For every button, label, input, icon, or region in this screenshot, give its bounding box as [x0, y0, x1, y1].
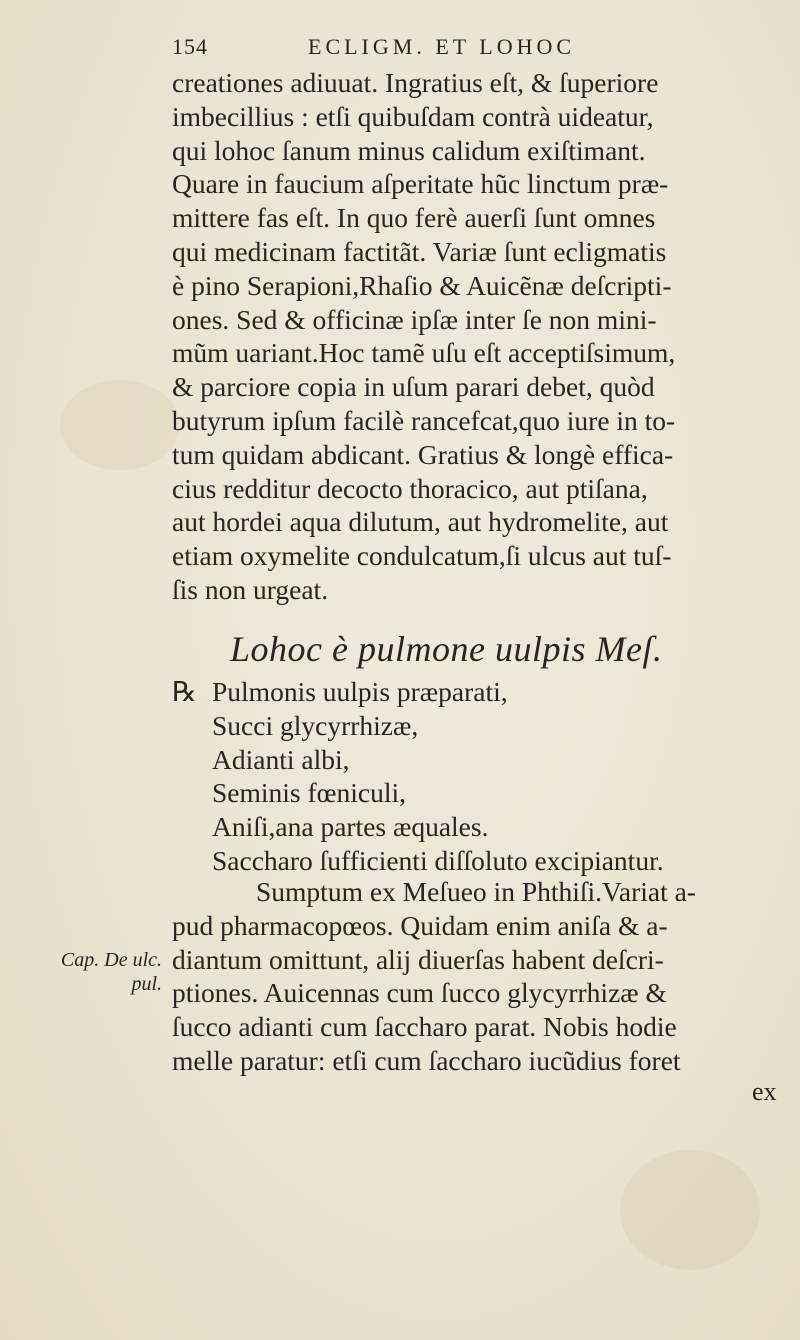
- catchword: ex: [752, 1077, 777, 1106]
- text-line: mittere fas eſt. In quo ferè auerſi ſunt omnes: [172, 202, 656, 234]
- text-line: etiam oxymelite condulcatum,ſi ulcus aut tuſ-: [172, 540, 672, 572]
- ingredient-line: Saccharo ſufficienti diſſoluto excipiantur.: [212, 844, 664, 876]
- margin-note-line: Cap. De ulc.: [60, 949, 162, 971]
- text-line: ſucco adianti cum ſaccharo parat. Nobis hodie: [172, 1011, 677, 1043]
- recipe-ingredients: [172, 675, 664, 878]
- text-line: ones. Sed & officinæ ipſæ inter ſe non mini-: [172, 303, 657, 335]
- text-line: ptiones. Auicennas cum ſucco glycyrrhizæ &: [172, 977, 667, 1009]
- text-line: è pino Serapioni,Rhaſio & Auicẽnæ deſcripti-: [172, 269, 672, 301]
- text-line: imbecillius : etſi quibuſdam contrà uideatur,: [172, 100, 654, 132]
- ingredient-line: Aniſi,ana partes æquales.: [212, 811, 489, 843]
- text-line: qui medicinam factitãt. Variæ ſunt ecligmatis: [172, 235, 667, 267]
- text-line: ſis non urgeat.: [172, 573, 329, 605]
- running-head: [172, 34, 692, 60]
- text-line: Sumptum ex Meſueo in Phthiſi.Variat a-: [256, 876, 696, 907]
- running-title: ECLIGM. ET LOHOC: [308, 34, 576, 59]
- text-line: cius redditur decocto thoracico, aut ptiſana,: [172, 472, 648, 504]
- text-line: butyrum ipſum facilè rancefcat,quo iure in to-: [172, 404, 676, 436]
- text-line: mũm uariant.Hoc tamẽ uſu eſt acceptiſsimum,: [172, 337, 676, 369]
- text-line: aut hordei aqua dilutum, aut hydromelite, aut: [172, 506, 669, 538]
- ingredient-line: Adianti albi,: [212, 743, 350, 775]
- text-line: pud pharmacopœos. Quidam enim aniſa & a-: [172, 909, 668, 941]
- text-line: melle paratur: etſi cum ſaccharo iucũdius foret: [172, 1044, 681, 1076]
- text-line: & parciore copia in uſum parari debet, quòd: [172, 371, 655, 403]
- recipe-title: Lohoc è pulmone uulpis Meſ.: [230, 629, 663, 669]
- text-line: Quare in faucium aſperitate hũc linctum præ-: [172, 168, 669, 200]
- ingredient-line: Succi glycyrrhizæ,: [212, 709, 419, 741]
- text-line: tum quidam abdicant. Gratius & longè effica-: [172, 438, 674, 470]
- paper-stain: [620, 1150, 760, 1270]
- ingredient-line: [172, 675, 664, 709]
- text-line: qui lohoc ſanum minus calidum exiſtimant.: [172, 134, 646, 166]
- ingredient-text: Pulmonis uulpis præparati,: [212, 676, 508, 707]
- ingredient-line: Seminis fœniculi,: [212, 777, 407, 809]
- page-number: 154: [172, 34, 208, 59]
- margin-note: [2, 948, 162, 996]
- text-line: creationes adiuuat. Ingratius eſt, & ſuperiore: [172, 67, 659, 98]
- paragraph-2: [172, 875, 696, 1078]
- margin-note-line: pul.: [131, 973, 162, 995]
- rx-symbol: ℞: [172, 676, 197, 707]
- paragraph-1: [172, 66, 800, 607]
- text-line: diantum omittunt, alij diuerſas habent deſcri-: [172, 943, 664, 975]
- paper-stain: [60, 380, 180, 470]
